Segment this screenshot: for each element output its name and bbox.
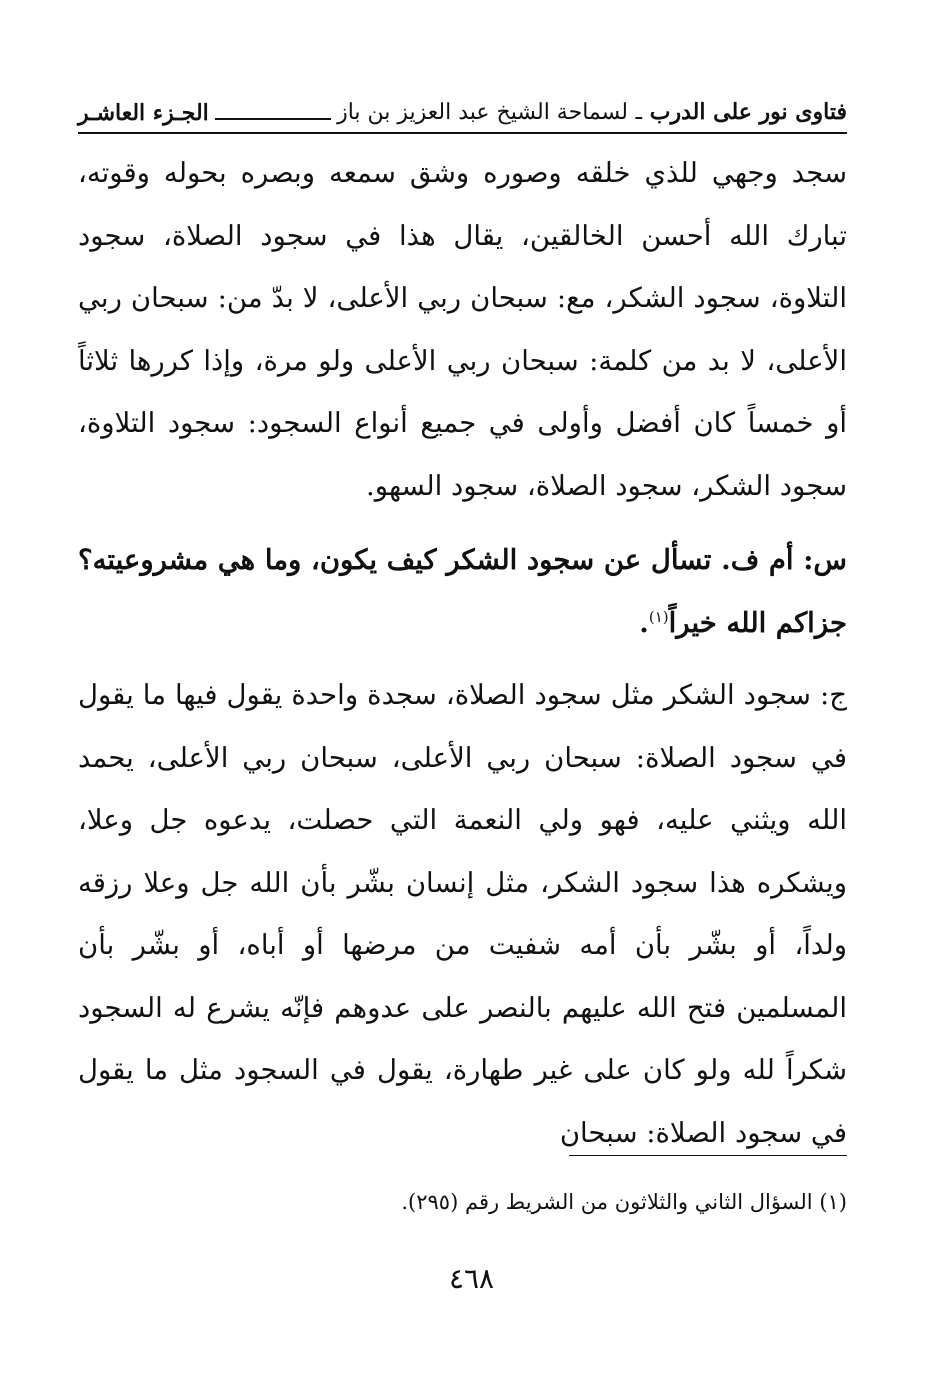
page-number: ٤٦٨: [448, 1262, 495, 1295]
running-header: [78, 88, 847, 134]
book-title-text: فتاوى نور على الدرب: [649, 99, 847, 125]
question-text: س: أم ف. تسأل عن سجود الشكر كيف يكون، وما هي مشروعيته؟ جزاكم الله خيراً: [78, 544, 847, 639]
book-title: [337, 97, 847, 128]
header-separator: ـ: [635, 100, 643, 125]
volume-label: الجـزء العاشـر: [78, 100, 209, 126]
answer-paragraph: ج: سجود الشكر مثل سجود الصلاة، سجدة واحدة يقول فيها ما يقول في سجود الصلاة: سبحان ربي الأعلى، سبحان ربي الأعلى، يحمد الله ويثني عليه، فهو ولي النعمة التي حصلت، يدعوه جل وعلا، ويشكره هذا سجود الشكر، مثل إنسان بشّر بأن الله جل وعلا رزقه ولداً، أو بشّر بأن أمه شفيت من مرضها أو أباه، أو بشّر بأن المسلمين فتح الله عليهم بالنصر على عدوهم فإنّه يشرع له السجود شكراً لله ولو كان على غير طهارة، يقول في السجود مثل ما يقول في سجود الصلاة: سبحان: [78, 679, 847, 1149]
footnote: (١) السؤال الثاني والثلاثون من الشريط رقم (٢٩٥).: [401, 1190, 847, 1214]
question-paragraph: [78, 529, 847, 654]
opening-paragraph: سجد وجهي للذي خلقه وصوره وشق سمعه وبصره بحوله وقوته، تبارك الله أحسن الخالقين، يقال هذا في سجود الصلاة، سجود التلاوة، سجود الشكر، مع: سبحان ربي الأعلى، لا بدّ من: سبحان ربي الأعلى، لا بد من كلمة: سبحان ربي الأعلى ولو مرة، وإذا كررها ثلاثاً أو خمساً كان أفضل وأولى في جميع أنواع السجود: سجود التلاوة، سجود الشكر، سجود الصلاة، سجود السهو.: [78, 157, 847, 502]
header-rule: [215, 118, 331, 120]
author-name: لسماحة الشيخ عبد العزيز بن باز: [337, 100, 628, 125]
footnote-reference[interactable]: (١): [648, 607, 669, 626]
question-end: .: [639, 606, 649, 639]
main-text: [78, 142, 847, 1164]
footnote-separator: [569, 1155, 847, 1156]
